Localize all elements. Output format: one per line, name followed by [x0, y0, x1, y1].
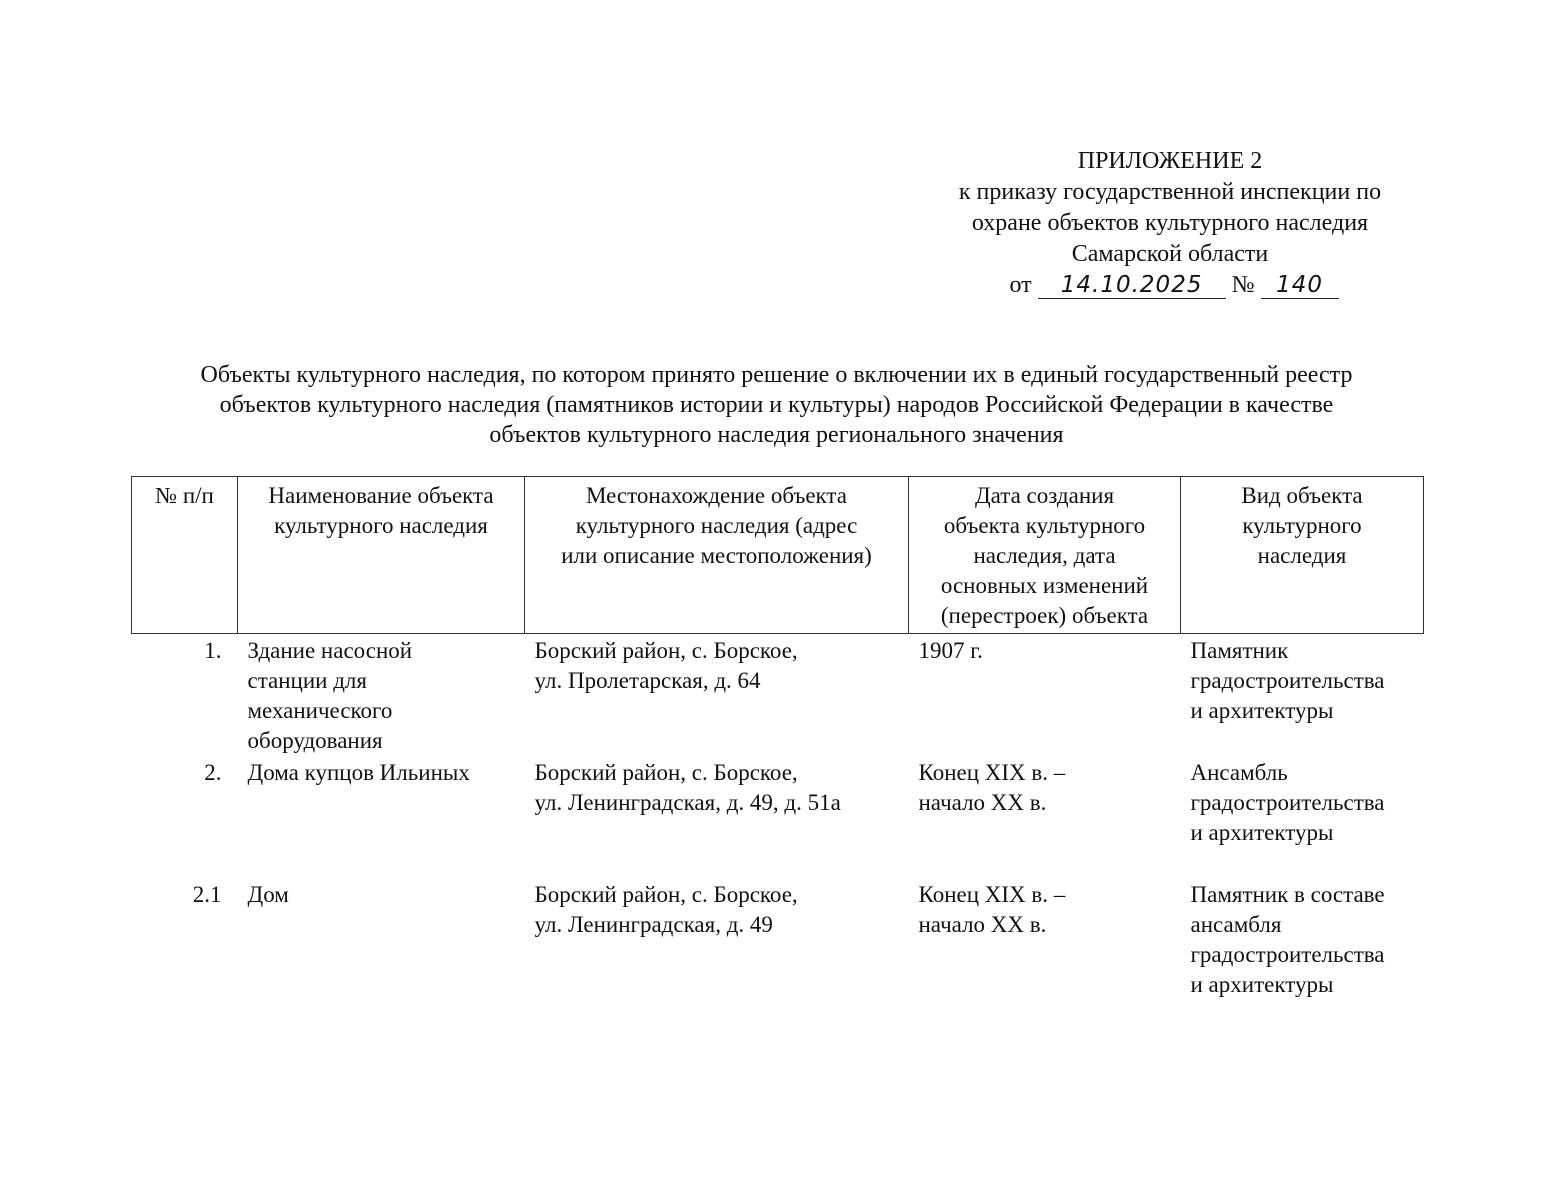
header-type: Вид объекта культурного наследия [1181, 477, 1424, 634]
row-location: Борский район, с. Борское, ул. Пролетарская, д. 64 [534, 638, 798, 693]
title-line-2: объектов культурного наследия (памятников истории и культуры) народов Российской Федерации в качестве [219, 392, 1334, 418]
row-name: Дом [247, 882, 289, 907]
order-date-number-line [924, 270, 1424, 301]
appendix-title: ПРИЛОЖЕНИЕ 2 [1077, 148, 1263, 174]
document-title [120, 360, 1433, 450]
row-num: 2. [204, 760, 222, 785]
row-num: 2.1 [192, 882, 222, 907]
appendix-header [920, 146, 1420, 301]
header-date: Дата создания объекта культурного наследия, дата основных изменений (перестроек) объекта [909, 477, 1181, 634]
table-header-row [132, 477, 1424, 634]
row-type: Памятник градостроительства и архитектуры [1190, 638, 1385, 723]
row-name: Здание насосной станции для механического оборудования [247, 638, 413, 753]
row-name: Дома купцов Ильиных [247, 760, 470, 785]
row-location: Борский район, с. Борское, ул. Ленинградская, д. 49 [534, 882, 798, 937]
row-type: Памятник в составе ансамбля градостроительства и архитектуры [1190, 882, 1385, 997]
row-num: 1. [204, 638, 222, 663]
handwritten-number: 140 [1261, 272, 1339, 299]
header-location: Местонахождение объекта культурного наследия (адрес или описание местоположения) [525, 477, 909, 634]
header-num: № п/п [132, 477, 238, 634]
table-row [132, 756, 1424, 878]
title-line-3: объектов культурного наследия регионального значения [489, 422, 1064, 448]
row-location: Борский район, с. Борское, ул. Ленинградская, д. 49, д. 51а [534, 760, 841, 815]
row-date: 1907 г. [918, 638, 983, 663]
table-row [132, 878, 1424, 1000]
appendix-line-3: Самарской области [1071, 241, 1269, 267]
row-date: Конец XIX в. – начало XX в. [918, 882, 1066, 937]
title-line-1: Объекты культурного наследия, по котором принято решение о включении их в единый государственный реестр [200, 362, 1353, 388]
handwritten-date: 14.10.2025 [1038, 272, 1226, 299]
appendix-line-1: к приказу государственной инспекции по [958, 179, 1382, 205]
heritage-objects-table [131, 476, 1424, 1000]
appendix-line-2: охране объектов культурного наследия [971, 210, 1369, 236]
table-row [132, 634, 1424, 757]
row-date: Конец XIX в. – начало XX в. [918, 760, 1066, 815]
from-label: от [1009, 272, 1032, 298]
header-name: Наименование объекта культурного наследия [238, 477, 525, 634]
number-label: № [1231, 272, 1255, 298]
row-type: Ансамбль градостроительства и архитектуры [1190, 760, 1385, 845]
